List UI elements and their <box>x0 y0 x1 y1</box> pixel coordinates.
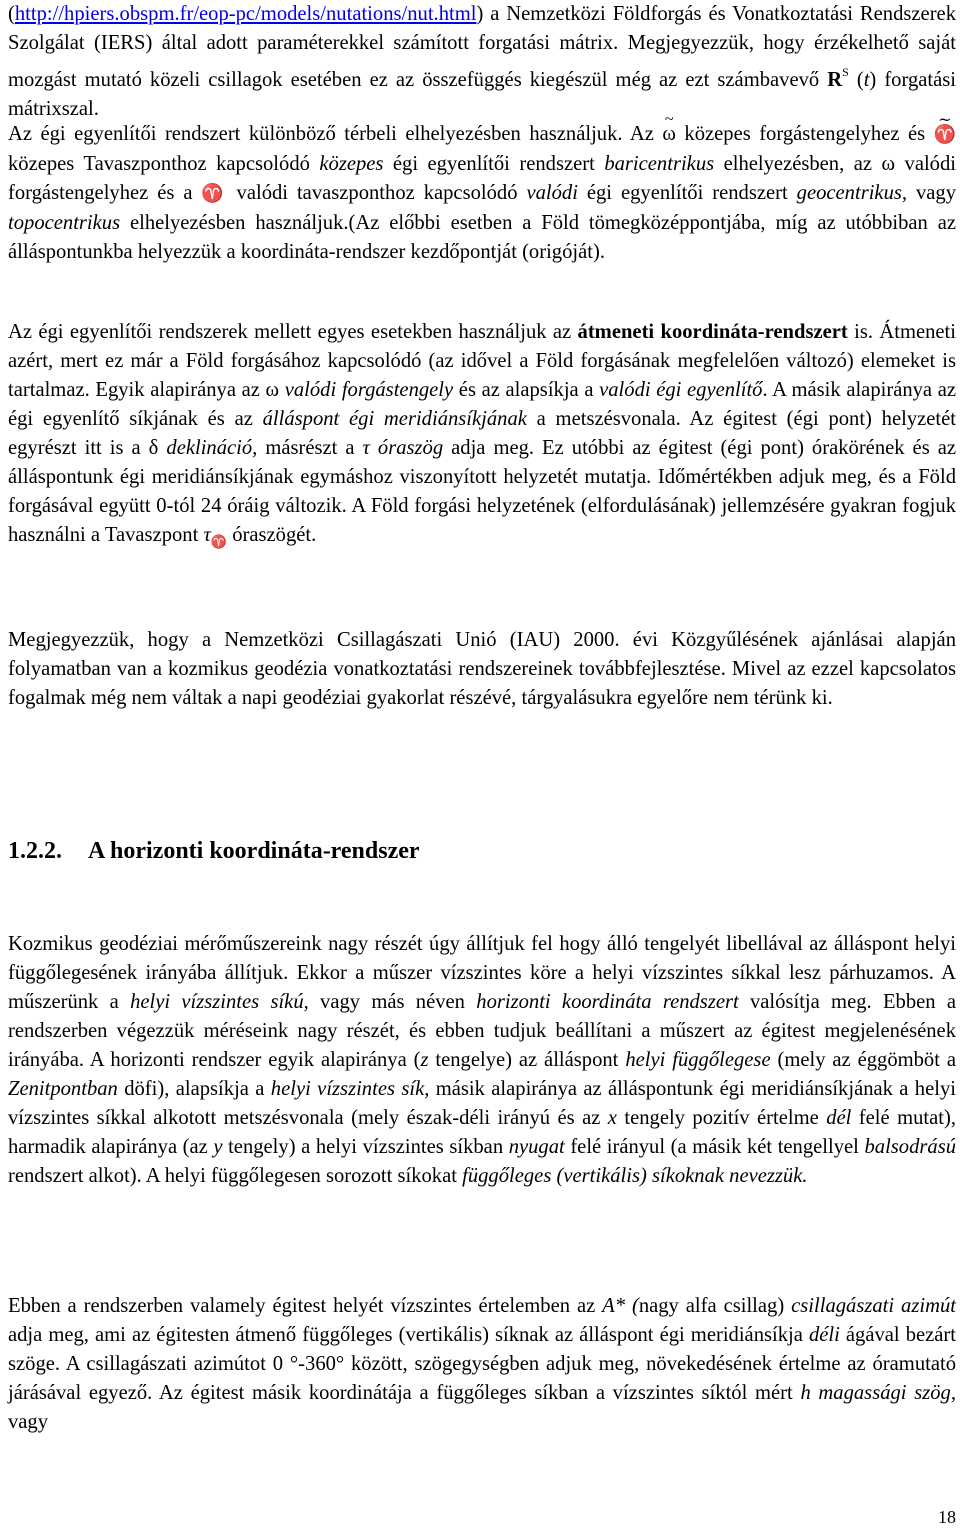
section-title: A horizonti koordináta-rendszer <box>88 838 420 864</box>
paragraph-4: Megjegyezzük, hogy a Nemzetközi Csillagászati Unió (IAU) 2000. évi Közgyűlésének ajánlásai alapján folyamatban van a kozmikus geodézia vonatkoztatási rendszereinek továbbfejlesztése. Mivel az ezzel kapcsolatos fogalmak még nem váltak a napi geodéziai gyakorlat részévé, tárgyalásukra egyelőre nem térünk ki. <box>8 629 956 709</box>
aries-symbol: ♈ <box>201 183 228 204</box>
page-number: 18 <box>938 1507 956 1527</box>
omega-symbol: ω <box>265 379 280 401</box>
nutation-model-link[interactable]: http://hpiers.obspm.fr/eop-pc/models/nutations/nut.html <box>14 3 477 25</box>
paragraph-2: Az égi egyenlítői rendszert különböző térbeli elhelyezésben használjuk. Az ~ ω közepes forgástengelyhez és ~ ♈ közepes Tavaszponthoz kapcsolódó közepes égi egyenlítői rendszert baricentrikus elhelyezésben, az ω valódi forgástengelyhez és a ♈ valódi tavaszponthoz kapcsolódó valódi égi egyenlítői rendszert geocentrikus, vagy topocentrikus elhelyezésben használjuk.(Az előbbi esetben a Föld tömegközéppontjába, míg az utóbbiban az álláspontunkba helyezzük a koordináta-rendszer kezdőpontját (origóját). <box>8 118 956 268</box>
section-heading <box>8 838 420 865</box>
paragraph-1: (http://hpiers.obspm.fr/eop-pc/models/nutations/nut.html) a Nemzetközi Földforgás és Vonatkoztatási Rendszerek Szolgálat (IERS) által adott paraméterekkel számított forgatási mátrix. Megjegyezzük, hogy érzékelhető saját mozgást mutató közeli csillagok esetében ez az összefüggés kiegészül még az ezt számbavevő $R^S$ (t) forgatási mátrixszal. <box>8 3 956 120</box>
mean-omega-symbol: ~ ω <box>662 118 676 150</box>
paragraph-6: Ebben a rendszerben valamely égitest helyét vízszintes értelemben az A* (nagy alfa csillag) csillagászati azimút adja meg, ami az égitesten átmenő függőleges (vertikális) síknak az álláspont égi meridiánsíkja déli ágával bezárt szöge. A csillagászati azimútot 0 °-360° között, szögegységben adjuk meg, növekedésének értelme az óramutató járásával egyező. Az égitest másik koordinátája a függőleges síkban a vízszintes síktól mért h magassági szög, vagy <box>8 1295 956 1433</box>
delta-symbol: δ <box>148 437 159 459</box>
paragraph-5: Kozmikus geodéziai mérőműszereink nagy részét úgy állítjuk fel hogy álló tengelyét libellával az álláspont helyi függőlegesének irányába állítjuk. Ekkor a műszer vízszintes köre a helyi vízszintes síkkal lesz párhuzamos. A műszerünk a helyi vízszintes síkú, vagy más néven horizonti koordináta rendszert valósítja meg. Ebben a rendszerben végezzük méréseink nagy részét, és ebben tudjuk beállítani a műszert az égitest megjelenésének irányába. A horizonti rendszer egyik alapiránya (z tengelye) az álláspont helyi függőlegese (mely az éggömböt a Zenitpontban döfi), alapsíkja a helyi vízszintes sík, másik alapiránya az álláspontunk égi meridiánsíkjának a helyi vízszintes síkkal alkotott metszésvonala (mely észak-déli irányú és az x tengely pozitív értelme dél felé mutat), harmadik alapiránya (az y tengely) a helyi vízszintes síkban nyugat felé irányul (a másik két tengellyel balsodrású rendszert alkot). A helyi függőlegesen sorozott síkokat függőleges (vertikális) síkoknak nevezzük. <box>8 933 957 1187</box>
section-number: 1.2.2. <box>8 838 62 864</box>
paragraph-3: Az égi egyenlítői rendszerek mellett egyes esetekben használjuk az átmeneti koordináta-rendszert is. Átmeneti azért, mert ez már a Föld forgásához kapcsolódó (az idővel a Föld forgásának megfelelően változó) elemeket is tartalmaz. Egyik alapiránya az ω valódi forgástengely és az alapsíkja a valódi égi egyenlítő. A másik alapiránya az égi egyenlítő síkjának és az álláspont égi meridiánsíkjának a metszésvonala. Az égitest (égi pont) helyzetét egyrészt itt is a δ deklináció, másrészt a τ óraszög adja meg. Ez utóbbi az égitest (égi pont) órakörének és az álláspontunk égi meridiánsíkjának egymáshoz viszonyított helyzetét mutatja. Időmértékben adjuk meg, és a Föld forgásával együtt 0-tól 24 óráig változik. A Föld forgási helyzetének (elfordulásának) jellemzésére gyakran fogjuk használni a Tavaszpont $\tau_♈$ óraszögét. <box>8 321 956 551</box>
tau-symbol: τ <box>362 437 370 459</box>
mean-aries-symbol: ~ ♈ <box>934 118 956 150</box>
omega-symbol: ω <box>881 152 896 175</box>
tau-aries-symbol: τ <box>203 524 211 546</box>
